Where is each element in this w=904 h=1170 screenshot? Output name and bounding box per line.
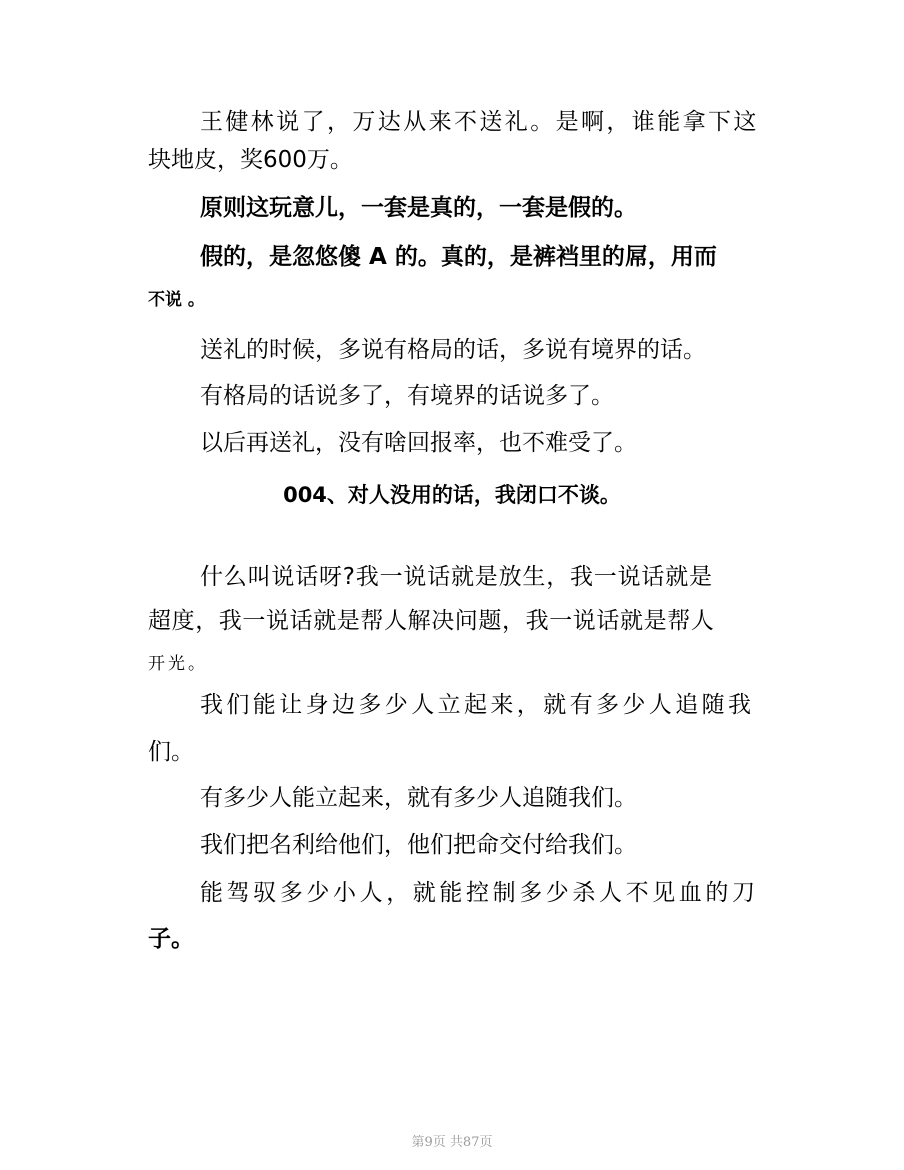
page-number-footer: 第9页 共87页 xyxy=(411,1135,493,1150)
text: 送礼的时候，多说有格局的话，多说有境界的话。 xyxy=(200,337,706,363)
text: 假的，是忽悠傻 A 的。真的，是裤裆里的屌，用而 xyxy=(200,244,717,270)
text: 以后再送礼，没有啥回报率，也不难受了。 xyxy=(200,430,637,456)
paragraph-4-line-1 xyxy=(200,335,706,365)
text: 块地皮，奖600万。 xyxy=(148,147,353,173)
text: 王健林说了，万达从来不送礼。是啊，谁能拿下这 xyxy=(200,109,759,135)
paragraph-3-line-1 xyxy=(200,242,717,272)
paragraph-9-line-1 xyxy=(200,783,637,813)
text: 超度，我一说话就是帮人解决问题，我一说话就是帮人 xyxy=(148,608,715,634)
text: 我们把名利给他们，他们把命交付给我们。 xyxy=(200,832,637,858)
paragraph-8-line-1 xyxy=(200,690,754,720)
text: 子。 xyxy=(148,926,194,952)
paragraph-7-line-3 xyxy=(148,649,208,679)
text: 不说 。 xyxy=(148,290,205,310)
paragraph-7-line-2 xyxy=(148,606,748,636)
text: 们。 xyxy=(148,739,194,765)
paragraph-10-line-1 xyxy=(200,830,637,860)
paragraph-7-line-1 xyxy=(200,562,748,592)
paragraph-3-line-2 xyxy=(148,285,205,315)
paragraph-1-line-2 xyxy=(148,145,353,175)
text: 原则这玩意儿，一套是真的，一套是假的。 xyxy=(200,195,637,221)
text: 我们能让身边多少人立起来，就有多少人追随我 xyxy=(200,692,755,718)
paragraph-6-line-1 xyxy=(200,428,637,458)
section-heading: 004、对人没用的话，我闭口不谈。 xyxy=(283,483,621,507)
text: 开光。 xyxy=(148,654,208,674)
paragraph-8-line-2 xyxy=(148,737,194,767)
text: 有多少人能立起来，就有多少人追随我们。 xyxy=(200,785,637,811)
paragraph-5-line-1 xyxy=(200,381,614,411)
text: 能驾驭多少小人，就能控制多少杀人不见血的刀 xyxy=(200,880,759,906)
paragraph-11-line-1 xyxy=(200,878,759,908)
paragraph-2-line-1 xyxy=(200,193,637,223)
paragraph-1-line-1 xyxy=(200,107,759,137)
text: 有格局的话说多了，有境界的话说多了。 xyxy=(200,383,614,409)
paragraph-11-line-2 xyxy=(148,924,194,954)
text: 什么叫说话呀?我一说话就是放生，我一说话就是 xyxy=(200,564,713,590)
